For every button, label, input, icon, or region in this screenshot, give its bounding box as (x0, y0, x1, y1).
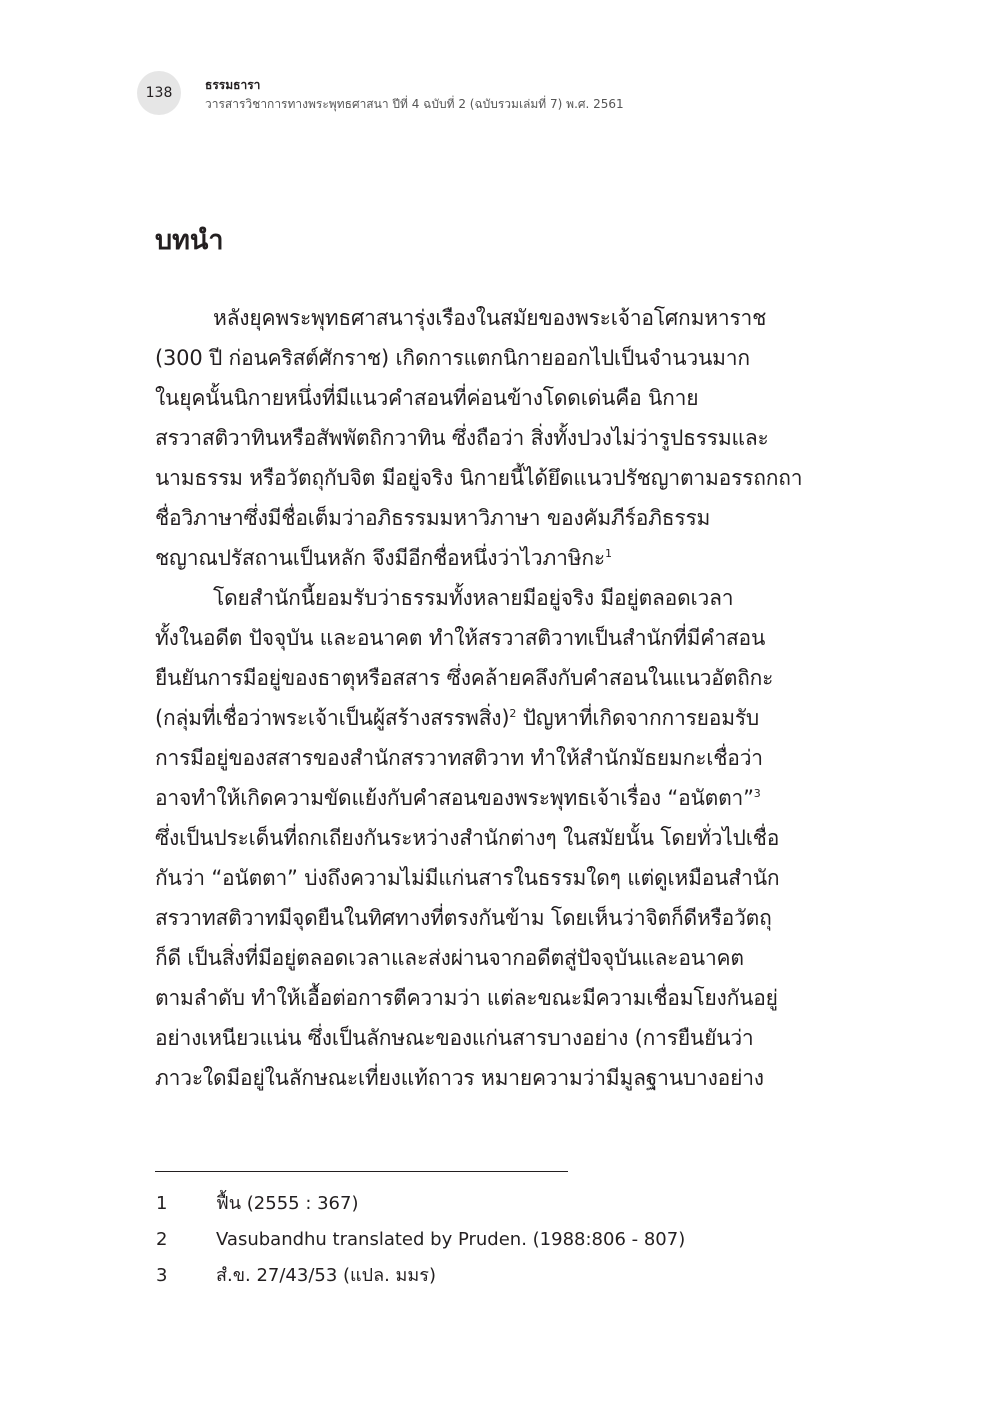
footnote-number: 1 (156, 1193, 168, 1214)
body-line: สรวาสติวาทินหรือสัพพัตถิกวาทิน ซึ่งถือว่า สิ่งทั้งปวงไม่ว่ารูปธรรมและ (155, 426, 769, 450)
body-line: (กลุ่มที่เชื่อว่าพระเจ้าเป็นผู้สร้างสรรพสิ่ง)$^2$ ปัญหาที่เกิดจากการยอมรับ (155, 706, 760, 730)
body-line: ซึ่งเป็นประเด็นที่ถกเถียงกันระหว่างสำนักต่างๆ ในสมัยนั้น โดยทั่วไปเชื่อ (155, 826, 780, 850)
body-line: ชื่อวิภาษาซึ่งมีชื่อเต็มว่าอภิธรรมมหาวิภาษา ของคัมภีร์อภิธรรม (155, 506, 711, 530)
body-line: โดยสำนักนี้ยอมรับว่าธรรมทั้งหลายมีอยู่จริง มีอยู่ตลอดเวลา (213, 586, 734, 610)
footnote (155, 1262, 685, 1298)
body-line: นามธรรม หรือวัตถุกับจิต มีอยู่จริง นิกายนี้ได้ยึดแนวปรัชญาตามอรรถกถา (155, 466, 803, 490)
body-line: การมีอยู่ของสสารของสำนักสรวาทสติวาท ทำให้สำนักมัธยมกะเชื่อว่า (155, 746, 763, 770)
body-line: ชญาณปรัสถานเป็นหลัก จึงมีอีกชื่อหนึ่งว่าไวภาษิกะ$^1$ (155, 546, 612, 570)
body-line: อย่างเหนียวแน่น ซึ่งเป็นลักษณะของแก่นสารบางอย่าง (การยืนยันว่า (155, 1026, 754, 1050)
footnote (155, 1226, 685, 1262)
body-line: ในยุคนั้นนิกายหนึ่งที่มีแนวคำสอนที่ค่อนข้างโดดเด่นคือ นิกาย (155, 386, 699, 410)
body-line: ยืนยันการมีอยู่ของธาตุหรือสสาร ซึ่งคล้ายคลึงกับคำสอนในแนวอัตถิกะ (155, 666, 774, 690)
body-text (155, 298, 818, 1098)
footnote-ref: 2 (509, 707, 517, 720)
body-line: อาจทำให้เกิดความขัดแย้งกับคำสอนของพระพุทธเจ้าเรื่อง “อนัตตา”$^3$ (155, 786, 761, 810)
footnote-text: ฟื้น (2555 : 367) (216, 1193, 359, 1214)
body-line: สรวาทสติวาทมีจุดยืนในทิศทางที่ตรงกันข้าม โดยเห็นว่าจิตก็ดีหรือวัตถุ (155, 906, 772, 930)
footnote-number: 3 (156, 1265, 168, 1286)
page-number-badge (137, 71, 181, 115)
body-line: (300 ปี ก่อนคริสต์ศักราช) เกิดการแตกนิกายออกไปเป็นจำนวนมาก (155, 346, 750, 370)
body-line: ตามลำดับ ทำให้เอื้อต่อการตีความว่า แต่ละขณะมีความเชื่อมโยงกันอยู่ (155, 986, 778, 1010)
journal-subtitle: วารสารวิชาการทางพระพุทธศาสนา ปีที่ 4 ฉบับที่ 2 (ฉบับรวมเล่มที่ 7) พ.ศ. 2561 (205, 97, 624, 111)
body-line: ภาวะใดมีอยู่ในลักษณะเที่ยงแท้ถาวร หมายความว่ามีมูลฐานบางอย่าง (155, 1066, 764, 1090)
footnote-ref: 3 (753, 787, 761, 800)
body-line: ก็ดี เป็นสิ่งที่มีอยู่ตลอดเวลาและส่งผ่านจากอดีตสู่ปัจจุบันและอนาคต (155, 946, 744, 970)
footnote-ref: 1 (604, 547, 612, 560)
footnote-text: Vasubandhu translated by Pruden. (1988:806 - 807) (216, 1229, 686, 1250)
page-number: 138 (145, 85, 173, 101)
footnotes (155, 1190, 685, 1298)
footnote-divider (155, 1171, 568, 1172)
footnote-number: 2 (156, 1229, 168, 1250)
body-line: ทั้งในอดีต ปัจจุบัน และอนาคต ทำให้สรวาสติวาทเป็นสำนักที่มีคำสอน (155, 626, 766, 650)
section-heading: บทนำ (155, 225, 224, 256)
journal-title: ธรรมธารา (205, 78, 261, 92)
footnote-text: สํ.ข. 27/43/53 (แปล. มมร) (216, 1265, 436, 1286)
body-line: หลังยุคพระพุทธศาสนารุ่งเรืองในสมัยของพระเจ้าอโศกมหาราช (213, 306, 767, 330)
body-line: กันว่า “อนัตตา” บ่งถึงความไม่มีแก่นสารในธรรมใดๆ แต่ดูเหมือนสำนัก (155, 866, 780, 890)
footnote (155, 1190, 685, 1226)
